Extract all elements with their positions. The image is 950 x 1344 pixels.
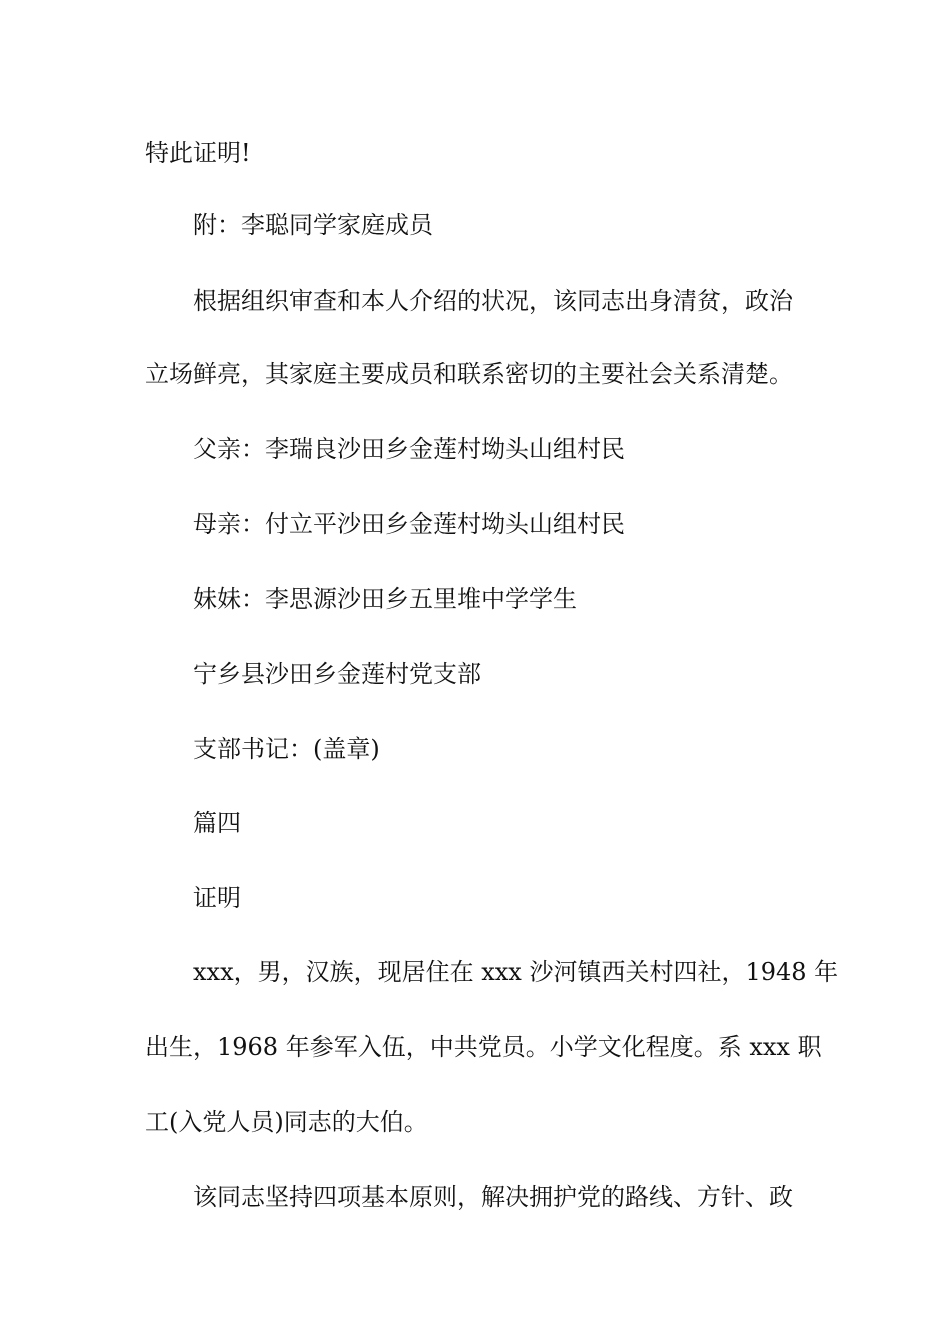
paragraph-line: 立场鲜亮，其家庭主要成员和联系密切的主要社会关系清楚。 [145, 360, 793, 388]
paragraph-line: 该同志坚持四项基本原则，解决拥护党的路线、方针、政 [193, 1183, 793, 1211]
certificate-title: 证明 [193, 884, 241, 912]
paragraph-line: 工(入党人员)同志的大伯。 [145, 1108, 428, 1136]
paragraph-line: 根据组织审查和本人介绍的状况，该同志出身清贫，政治 [193, 287, 793, 315]
issuing-organization: 宁乡县沙田乡金莲村党支部 [193, 660, 481, 688]
family-member-mother: 母亲：付立平沙田乡金莲村坳头山组村民 [193, 510, 625, 538]
paragraph-line: 出生，1968 年参军入伍，中共党员。小学文化程度。系 xxx 职 [145, 1033, 822, 1061]
paragraph-line: xxx，男，汉族，现居住在 xxx 沙河镇西关村四社，1948 年 [193, 958, 839, 986]
section-heading: 篇四 [193, 809, 241, 837]
signature-line: 支部书记：(盖章) [193, 735, 380, 763]
family-member-sister: 妹妹：李思源沙田乡五里堆中学学生 [193, 585, 577, 613]
family-member-father: 父亲：李瑞良沙田乡金莲村坳头山组村民 [193, 435, 625, 463]
closing-statement: 特此证明! [145, 139, 251, 167]
attachment-heading: 附：李聪同学家庭成员 [193, 211, 433, 239]
